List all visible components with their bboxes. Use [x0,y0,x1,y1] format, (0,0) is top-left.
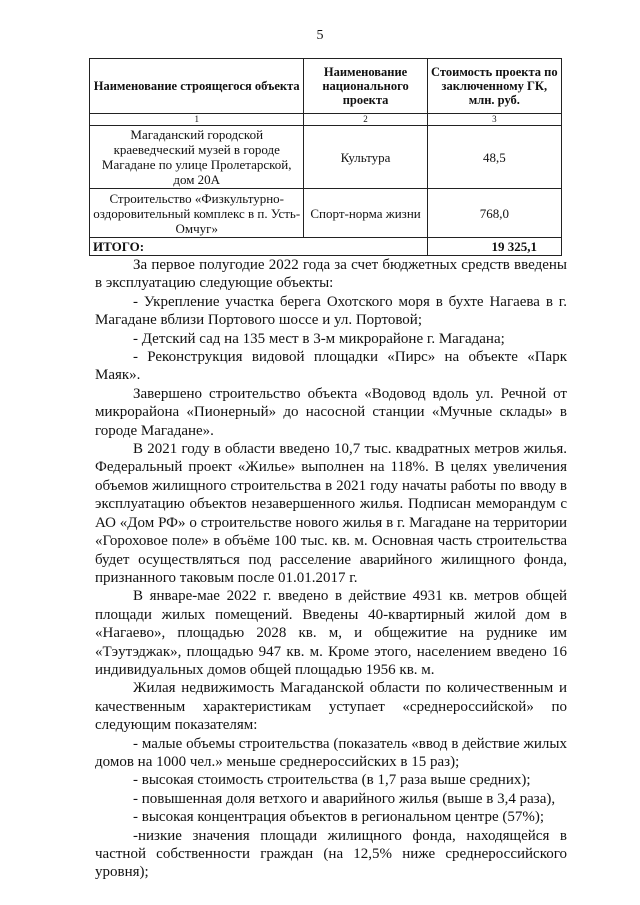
list-item: -низкие значения площади жилищного фонда, находящейся в частной собственности граждан (на 12,5% ниже среднероссийского уровня); [95,827,567,881]
list-item: - Реконструкция видовой площадки «Пирс» на объекте «Парк Маяк». [95,349,567,384]
list-item: - малые объемы строительства (показатель «ввод в действие жилых домов на 1000 чел.» меньше среднероссийских в 15 раз); [95,735,567,770]
national-project-cell: Спорт-норма жизни [304,189,427,238]
paragraph-water-pipeline: Завершено строительство объекта «Водовод вдоль ул. Речной от микрорайона «Пионерный» до насосной станции «Мучные склады» в городе Магадане». [95,385,567,439]
list-item: - Детский сад на 135 мест в 3-м микрорайоне г. Магадана; [133,330,505,347]
paragraph-housing-2021: В 2021 году в области введено 10,7 тыс. квадратных метров жилья. Федеральный проект «Жилье» выполнен на 118%. В целях увеличения объемов жилищного строительства в 2021 году начаты работы по вводу в эксплуатацию объектов незавершенного жилья. Подписан меморандум с АО «Дом РФ» о строительстве нового жилья в г. Магадане на территории «Гороховое поле» в объёме 100 тыс. кв. м. Основная часть строительства будет осуществляться под расселение аварийного жилищного фонда, признанного таковым после 01.01.2017 г. [95,441,567,586]
column-number: 3 [427,114,561,126]
list-item: - высокая концентрация объектов в региональном центре (57%); [133,809,545,826]
list-item: - высокая стоимость строительства (в 1,7 раза выше средних); [133,772,531,789]
table-column-numbers-row [90,114,562,126]
table-row [90,189,562,238]
body-text [95,256,567,882]
cost-cell: 48,5 [427,126,561,189]
paragraph-real-estate: Жилая недвижимость Магаданской области по количественным и качественным характеристикам уступает «среднероссийской» по следующим показателям: [95,680,567,734]
column-number: 2 [304,114,427,126]
column-number: 1 [90,114,304,126]
national-project-cell: Культура [304,126,427,189]
cost-cell: 768,0 [427,189,561,238]
projects-table [89,58,562,256]
table-total-row [90,238,562,256]
object-name-cell: Магаданский городской краеведческий музей в городе Магадане по улице Пролетарской, дом 20А [90,126,304,189]
total-value: 19 325,1 [427,238,561,256]
table-header-row [90,59,562,114]
total-label: ИТОГО: [90,238,428,256]
header-project-cost: Стоимость проекта по заключенному ГК, млн. руб. [427,59,561,114]
list-item: - повышенная доля ветхого и аварийного жилья (выше в 3,4 раза), [133,790,556,807]
paragraph-intro: За первое полугодие 2022 года за счет бюджетных средств введены в эксплуатацию следующие объекты: [95,257,567,292]
page-number: 5 [316,28,324,43]
list-item: - Укрепление участка берега Охотского моря в бухте Нагаева в г. Магадане вблизи Портового шоссе и ул. Портовой; [95,293,567,329]
header-object-name: Наименование строящегося объекта [90,59,304,114]
paragraph-housing-2022: В январе-мае 2022 г. введено в действие 4931 кв. метров общей площади жилых помещений. Введены 40-квартирный жилой дом в «Нагаево», площадью 2028 кв. м, и общежитие на руднике им «Тэутэджак», площадью 947 кв. м. Кроме этого, населением введено 16 индивидуальных домов общей площадью 1956 кв. м. [95,588,567,678]
header-national-project: Наименование национального проекта [304,59,427,114]
table-row [90,126,562,189]
object-name-cell: Строительство «Физкультурно-оздоровительный комплекс в п. Усть-Омчуг» [90,189,304,238]
